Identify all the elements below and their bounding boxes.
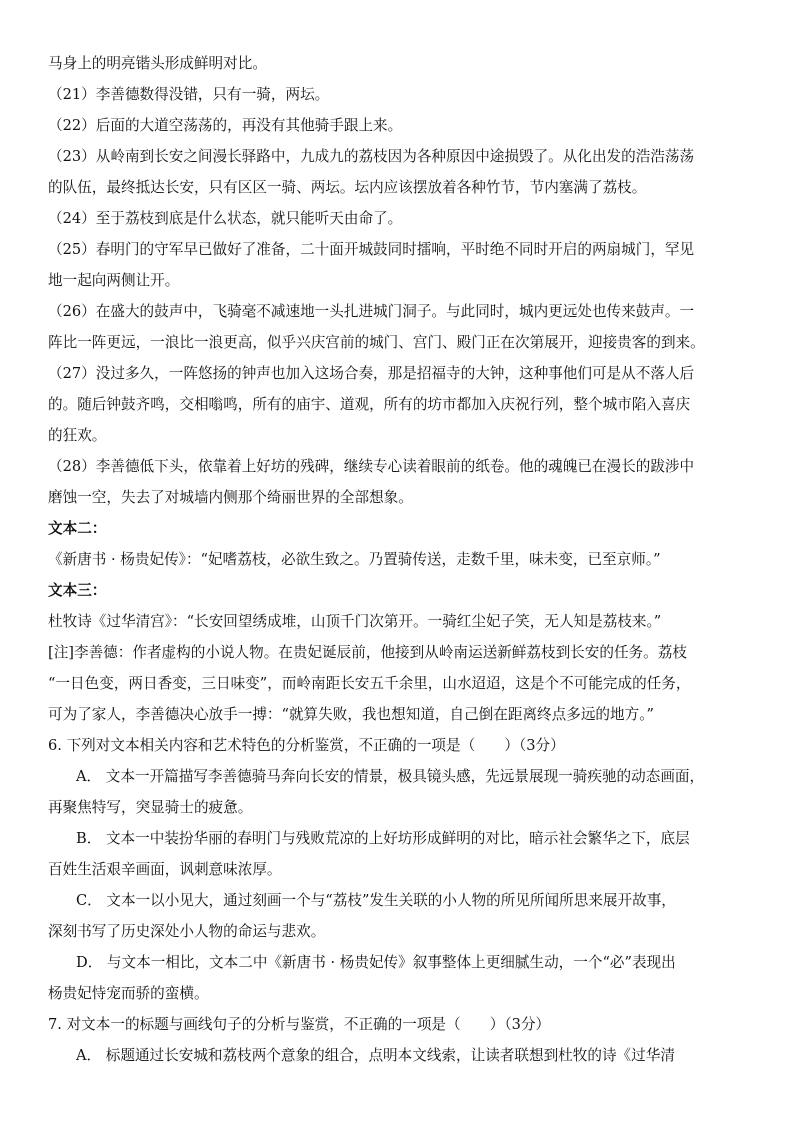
text-line: 的。随后钟鼓齐鸣，交相嗡鸣，所有的庙宇、道观，所有的坊市都加入庆祝行列，整个城市陷入喜庆 [48,396,691,413]
text-line: [注]李善德：作者虚构的小说人物。在贵妃诞辰前，他接到从岭南运送新鲜荔枝到长安的任务。荔枝 [48,644,687,661]
text-line: 地一起向两侧让开。 [48,272,180,289]
text-line: 马身上的明亮锴头形成鲜明对比。 [48,55,267,72]
text-line: （25）春明门的守军早已做好了准备，二十面开城鼓同时擂响，平时绝不同时开启的两扇城门，罕见 [48,241,695,258]
text-line: （22）后面的大道空荡荡的，再没有其他骑手跟上来。 [48,117,403,134]
text-line: （27）没过多久，一阵悠扬的钟声也加入这场合奏，那是招福寺的大钟，这种事他们可是从不落人后 [48,365,695,382]
text-line: 百姓生活艰辛画面，讽刺意味浓厚。 [48,861,282,878]
text-line: 7. 对文本一的标题与画线句子的分析与鉴赏，不正确的一项是（ ）（3分） [48,1016,551,1033]
text-line: A． 文本一开篇描写李善德骑马奔向长安的情景，极具镜头感，先远景展现一骑疾驰的动态画面， [76,768,705,785]
text-line: “一日色变，两日香变，三日味变”，而岭南距长安五千余里，山水迢迢，这是个不可能完成的任务， [48,675,691,692]
text-line: 可为了家人，李善德决心放手一搏：“就算失败，我也想知道，自己倒在距离终点多远的地方。” [48,706,654,723]
section-heading: 文本二： [48,520,107,537]
text-line: D． 与文本一相比，文本二中《新唐书 · 杨贵妃传》叙事整体上更细腻生动，一个“必”表现出 [76,954,676,971]
text-line: （26）在盛大的鼓声中，飞骑毫不减速地一头扎进城门洞子。与此同时，城内更远处也传来鼓声。一 [48,303,695,320]
text-line: （21）李善德数得没错，只有一骑，两坛。 [48,86,330,103]
text-line: （24）至于荔枝到底是什么状态，就只能听天由命了。 [48,210,403,227]
text-line: C． 文本一以小见大，通过刻画一个与“荔枝”发生关联的小人物的所见所闻所思来展开故事， [76,892,676,909]
text-line: （28）李善德低下头，依靠着上好坊的残碑，继续专心读着眼前的纸卷。他的魂魄已在漫长的跋涉中 [48,458,695,475]
text-line: 深刻书写了历史深处小人物的命运与悲欢。 [48,923,326,940]
text-line: （23）从岭南到长安之间漫长驿路中，九成九的荔枝因为各种原因中途损毁了。从化出发的浩浩荡荡 [48,148,695,165]
text-line: A． 标题通过长安城和荔枝两个意象的组合，点明本文线索，让读者联想到杜牧的诗《过华清 [76,1047,675,1064]
text-line: 磨蚀一空，失去了对城墙内侧那个绮丽世界的全部想象。 [48,489,413,506]
text-line: 阵比一阵更远，一浪比一浪更高，似乎兴庆宫前的城门、宫门、殿门正在次第展开，迎接贵客的到来。 [48,334,705,351]
text-line: B． 文本一中装扮华丽的春明门与残败荒凉的上好坊形成鲜明的对比，暗示社会繁华之下，底层 [76,830,690,847]
text-line: 杜牧诗《过华清宫》：“长安回望绣成堆，山顶千门次第开。一骑红尘妃子笑，无人知是荔枝来。” [48,613,662,630]
text-line: 的队伍，最终抵达长安，只有区区一骑、两坛。坛内应该摆放着各种竹节，节内塞满了荔枝。 [48,179,647,196]
text-line: 《新唐书 · 杨贵妃传》：“妃嗜荔枝，必欲生致之。乃置骑传送，走数千里，味未变，已至京师。” [48,551,661,568]
text-line: 杨贵妃恃宠而骄的蛮横。 [48,985,209,1002]
text-line: 6. 下列对文本相关内容和艺术特色的分析鉴赏，不正确的一项是（ ）（3分） [48,737,565,754]
text-line: 再聚焦特写，突显骑士的疲惫。 [48,799,253,816]
document-page [48,48,748,1071]
section-heading: 文本三： [48,582,107,599]
text-line: 的狂欢。 [48,427,107,444]
